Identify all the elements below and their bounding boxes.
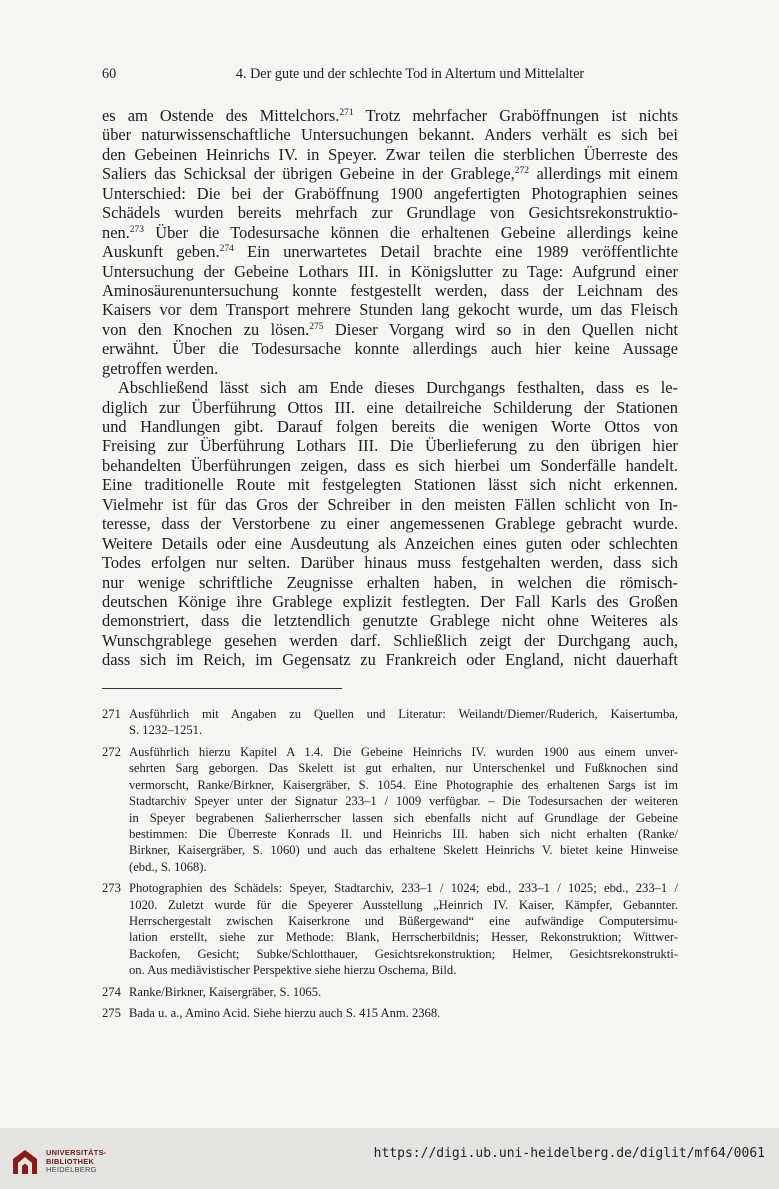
footnote-272 (102, 744, 678, 875)
footnote-275 (102, 1005, 678, 1021)
footnote-line: Birkner, Kaisergräber, S. 1060) und auch das erhaltene Skelett Heinrichs V. bietet keine Hinweise (129, 843, 678, 858)
footnote-number: 275 (102, 1006, 121, 1021)
library-logo[interactable] (10, 1146, 107, 1178)
text-line: erwähnt. Über die Todesursache konnte allerdings auch hier keine Aussage (102, 339, 678, 359)
footnote-line: bestimmen: Die Überreste Konrads II. und Heinrichs III. haben sich nicht erhalten (Ranke/ (129, 826, 678, 841)
text-line: Unterschied: Die bei der Graböffnung 1900 angefertigten Photographien seines (102, 183, 678, 203)
text-line: Vielmehr ist für das Gros der Schreiber in den meisten Fällen schlicht von In- (102, 494, 678, 514)
text-line: Weitere Details oder eine Ausdeutung als Anzeichen eines guten oder schlechten (102, 533, 678, 553)
text-line: Abschließend lässt sich am Ende dieses Durchgangs festhalten, dass es le- (118, 378, 678, 398)
main-text (102, 106, 678, 670)
footnote-number: 273 (102, 881, 121, 896)
text-line: behandelten Überführungen zeigen, dass es sich hierbei um Sonderfälle handelt. (102, 455, 678, 475)
footnote-line: Herrschergestalt zwischen Kaiserkrone und Büßergewand“ eine aufwändige Computersimu- (129, 914, 678, 929)
text-line: über naturwissenschaftliche Untersuchungen bekannt. Anders verhält es sich bei (102, 125, 678, 145)
text-line: deutschen Könige ihre Grablege explizit festlegten. Der Fall Karls des Großen (102, 591, 678, 611)
text-line: nur wenige schriftliche Zeugnisse erhalten haben, in welchen die römisch- (102, 572, 678, 592)
footnote-274 (102, 984, 678, 1000)
library-name: UNIVERSITÄTS- BIBLIOTHEK HEIDELBERG (46, 1148, 107, 1175)
text-line: Untersuchung der Gebeine Lothars III. in Königslutter zu Tage: Aufgrund einer (102, 261, 678, 281)
running-head: 4. Der gute und der schlechte Tod in Altertum und Mittelalter (235, 66, 585, 82)
footnote-line: Ausführlich hierzu Kapitel A 1.4. Die Gebeine Heinrichs IV. wurden 1900 aus einem unver- (129, 744, 678, 759)
text-line: demonstriert, dass die letztendlich genutzte Grablege nicht ohne Weiteres als (102, 611, 678, 631)
footnote-number: 272 (102, 744, 121, 759)
footnote-ref[interactable]: 274 (219, 244, 234, 255)
footnotes (102, 706, 678, 1027)
footnote-number: 274 (102, 984, 121, 999)
footnote-line: Backofen, Gesicht; Subke/Schlotthauer, Gesichtsrekonstruktion; Helmer, Gesichtsrekonstrukti- (129, 946, 678, 961)
text-line: diglich zur Überführung Ottos III. eine detailreiche Schilderung der Stationen (102, 397, 678, 417)
footnote-line: Bada u. a., Amino Acid. Siehe hierzu auch S. 415 Anm. 2368. (129, 1006, 441, 1021)
page-header (102, 66, 678, 88)
text-line: getroffen werden. (102, 358, 219, 378)
footnote-ref[interactable]: 273 (129, 224, 145, 235)
footnote-line: sehrten Sarg geborgen. Das Skelett ist gut erhalten, nur Unterschenkel und Fußknochen sind (129, 761, 678, 776)
viewer-footer (0, 1128, 779, 1189)
text-line: Schädels wurden bereits mehrfach zur Grundlage von Gesichtsrekonstruktio- (102, 203, 678, 223)
page-number: 60 (102, 66, 117, 82)
text-line: von den Knochen zu lösen.$^{275}$ Dieser Vorgang wird so in den Quellen nicht (102, 319, 678, 339)
text-line: Freising zur Überführung Lothars III. Die Überlieferung zu den übrigen hier (102, 436, 678, 456)
footnote-line: vermorscht, Ranke/Birkner, Kaisergräber, S. 1054. Eine Photographie des erhaltenen Sargs ist im (129, 777, 678, 792)
library-logo-icon (10, 1147, 40, 1177)
footnote-line: Ranke/Birkner, Kaisergräber, S. 1065. (129, 984, 322, 999)
footnote-ref[interactable]: 275 (309, 321, 324, 332)
text-line: dass sich im Reich, im Gegensatz zu Frankreich oder England, nicht dauerhaft (102, 650, 678, 670)
footnote-line: Stadtarchiv Speyer unter der Signatur 233–1 / 1009 verfügbar. – Die Todesursachen der weiteren (129, 794, 678, 809)
text-line: Wunschgrablege gesehen werden darf. Schließlich zeigt der Durchgang auch, (102, 630, 678, 650)
footnote-ref[interactable]: 272 (514, 166, 529, 177)
text-line: Auskunft geben.$^{274}$ Ein unerwartetes Detail brachte eine 1989 veröffentlichte (102, 242, 678, 262)
text-line: teresse, dass der Verstorbene zu einer angemessenen Grablege gebracht wurde. (102, 514, 678, 534)
text-line: Aminosäurenuntersuchung konnte festgestellt werden, dass der Leichnam des (102, 280, 678, 300)
text-line: Eine traditionelle Route mit festgelegten Stationen lässt sich nicht erkennen. (102, 475, 678, 495)
footnote-number: 271 (102, 707, 121, 721)
text-line: Todes erfolgen nur selten. Darüber hinaus muss festgehalten werden, dass sich (102, 553, 678, 573)
text-line: Kaisers vor dem Transport mehrere Stunden lang gekocht wurde, um das Fleisch (102, 300, 678, 320)
footnote-divider (102, 688, 342, 689)
footnote-ref[interactable]: 271 (339, 108, 354, 118)
footnote-line: in Speyer begrabenen Salierherrscher lassen sich ebenfalls nicht auf Grundlage der Gebeine (129, 810, 678, 825)
text-line: es am Ostende des Mittelchors.$^{271}$ Trotz mehrfacher Graböffnungen ist nichts (102, 106, 678, 125)
text-line: nen.$^{273}$ Über die Todesursache können die erhaltenen Gebeine allerdings keine (102, 222, 678, 242)
footnote-271 (102, 706, 678, 739)
text-line: Saliers das Schicksal der übrigen Gebeine in der Grablege,$^{272}$ allerdings mit einem (102, 164, 678, 184)
footnote-line: Photographien des Schädels: Speyer, Stadtarchiv, 233–1 / 1024; ebd., 233–1 / 1025; ebd., 233–1 / (129, 881, 678, 896)
footnote-273 (102, 880, 678, 978)
footnote-line: Ausführlich mit Angaben zu Quellen und Literatur: Weilandt/Diemer/Ruderich, Kaisertumba, (129, 707, 678, 721)
text-line: den Gebeinen Heinrichs IV. in Speyer. Zwar teilen die sterblichen Überreste des (102, 144, 678, 164)
permalink-url[interactable]: https://digi.ub.uni-heidelberg.de/diglit/mf64/0061 (373, 1146, 765, 1161)
footnote-line: (ebd., S. 1068). (129, 859, 207, 874)
footnote-line: on. Aus mediävistischer Perspektive siehe hierzu Oschema, Bild. (129, 963, 457, 978)
footnote-line: lation erstellt, siehe zur Methode: Blank, Herrscherbildnis; Hesser, Rekonstruktion; Wittwer- (129, 930, 678, 945)
footnote-line: S. 1232–1251. (129, 723, 203, 738)
footnote-line: 1020. Zuletzt wurde für die Speyerer Ausstellung „Heinrich IV. Kaiser, Kämpfer, Gebannter. (129, 897, 678, 912)
text-line: und Handlungen gibt. Darauf folgen bereits die wenigen Worte Ottos von (102, 417, 678, 436)
